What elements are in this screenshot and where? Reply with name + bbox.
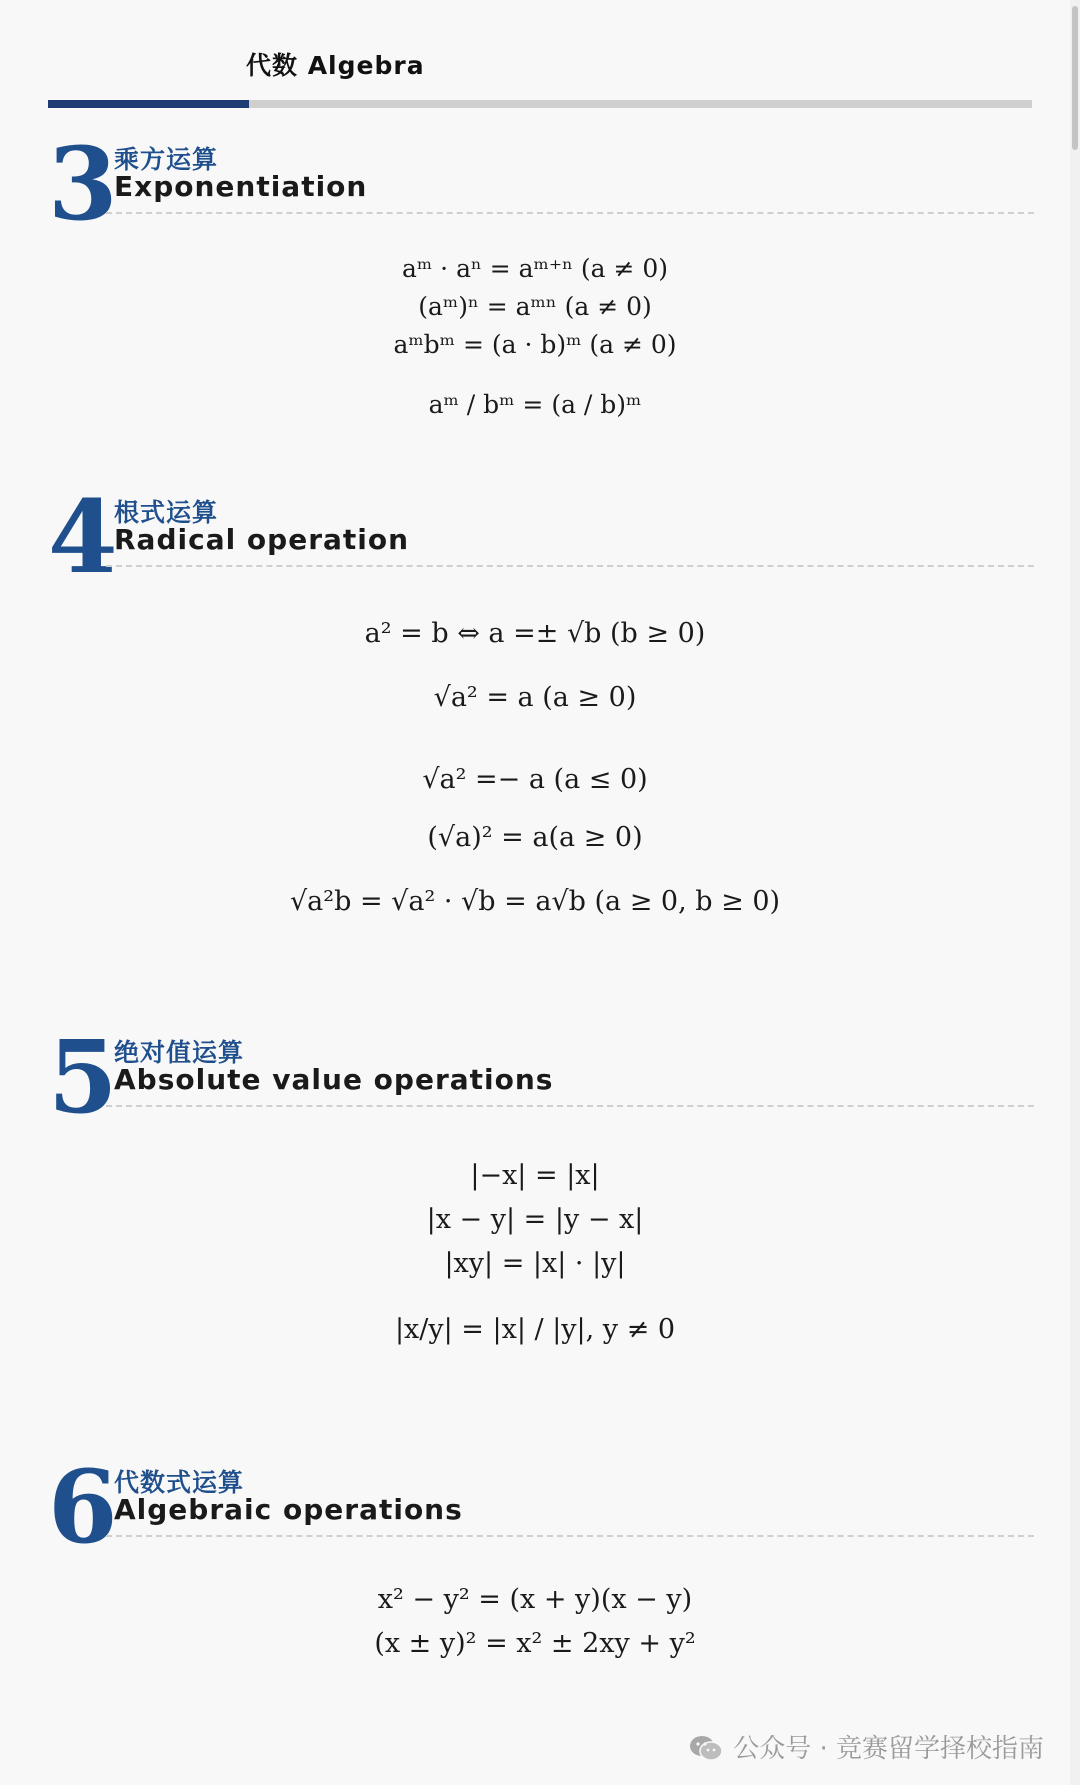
formula: a² = b ⇔ a =± √b (b ≥ 0) (364, 618, 706, 649)
section-title-en: Radical operation (114, 523, 410, 556)
section-5-header (48, 1018, 1034, 1136)
formula: aᵐ · aⁿ = aᵐ⁺ⁿ (a ≠ 0) (402, 254, 668, 283)
scrollbar-thumb[interactable] (1072, 6, 1078, 150)
formula: √a²b = √a² · √b = a√b (a ≥ 0, b ≥ 0) (289, 886, 781, 917)
section-title-en: Algebraic operations (114, 1493, 463, 1526)
watermark (689, 1728, 1044, 1765)
section-number: 6 (48, 1448, 118, 1566)
formula: |−x| = |x| (470, 1160, 600, 1191)
formula: |x/y| = |x| / |y|, y ≠ 0 (394, 1314, 676, 1345)
formula: |xy| = |x| · |y| (444, 1248, 626, 1279)
section-3-header (48, 125, 1034, 243)
dashed-divider (106, 212, 1034, 214)
section-6-header (48, 1448, 1034, 1566)
dashed-divider (106, 565, 1034, 567)
formula: √a² = a (a ≥ 0) (433, 682, 637, 713)
formula: x² − y² = (x + y)(x − y) (377, 1584, 693, 1615)
section-number: 5 (48, 1018, 118, 1136)
formula: (x ± y)² = x² ± 2xy + y² (374, 1628, 696, 1659)
formula: (aᵐ)ⁿ = aᵐⁿ (a ≠ 0) (418, 292, 652, 321)
section-title-cn: 根式运算 (114, 498, 219, 527)
section-title-cn: 代数式运算 (114, 1468, 245, 1497)
section-number: 4 (48, 478, 118, 596)
header-divider-accent (48, 100, 249, 108)
formula: (√a)² = a(a ≥ 0) (427, 822, 643, 853)
header-divider (48, 100, 1032, 108)
formula: aᵐbᵐ = (a · b)ᵐ (a ≠ 0) (393, 330, 677, 359)
wechat-icon (689, 1735, 723, 1761)
dashed-divider (106, 1535, 1034, 1537)
scrollbar[interactable] (1070, 0, 1080, 1785)
section-4-header (48, 478, 1034, 596)
section-number: 3 (48, 125, 118, 243)
section-title-cn: 乘方运算 (114, 145, 219, 174)
formula: |x − y| = |y − x| (426, 1204, 644, 1235)
watermark-text: 公众号 · 竞赛留学择校指南 (733, 1734, 1044, 1764)
formula: √a² =− a (a ≤ 0) (422, 764, 648, 795)
section-title-en: Absolute value operations (114, 1063, 554, 1096)
formula: aᵐ / bᵐ = (a / b)ᵐ (428, 390, 642, 419)
page-title: 代数 Algebra (246, 51, 425, 80)
section-title-cn: 绝对值运算 (114, 1038, 245, 1067)
dashed-divider (106, 1105, 1034, 1107)
section-title-en: Exponentiation (114, 170, 368, 203)
